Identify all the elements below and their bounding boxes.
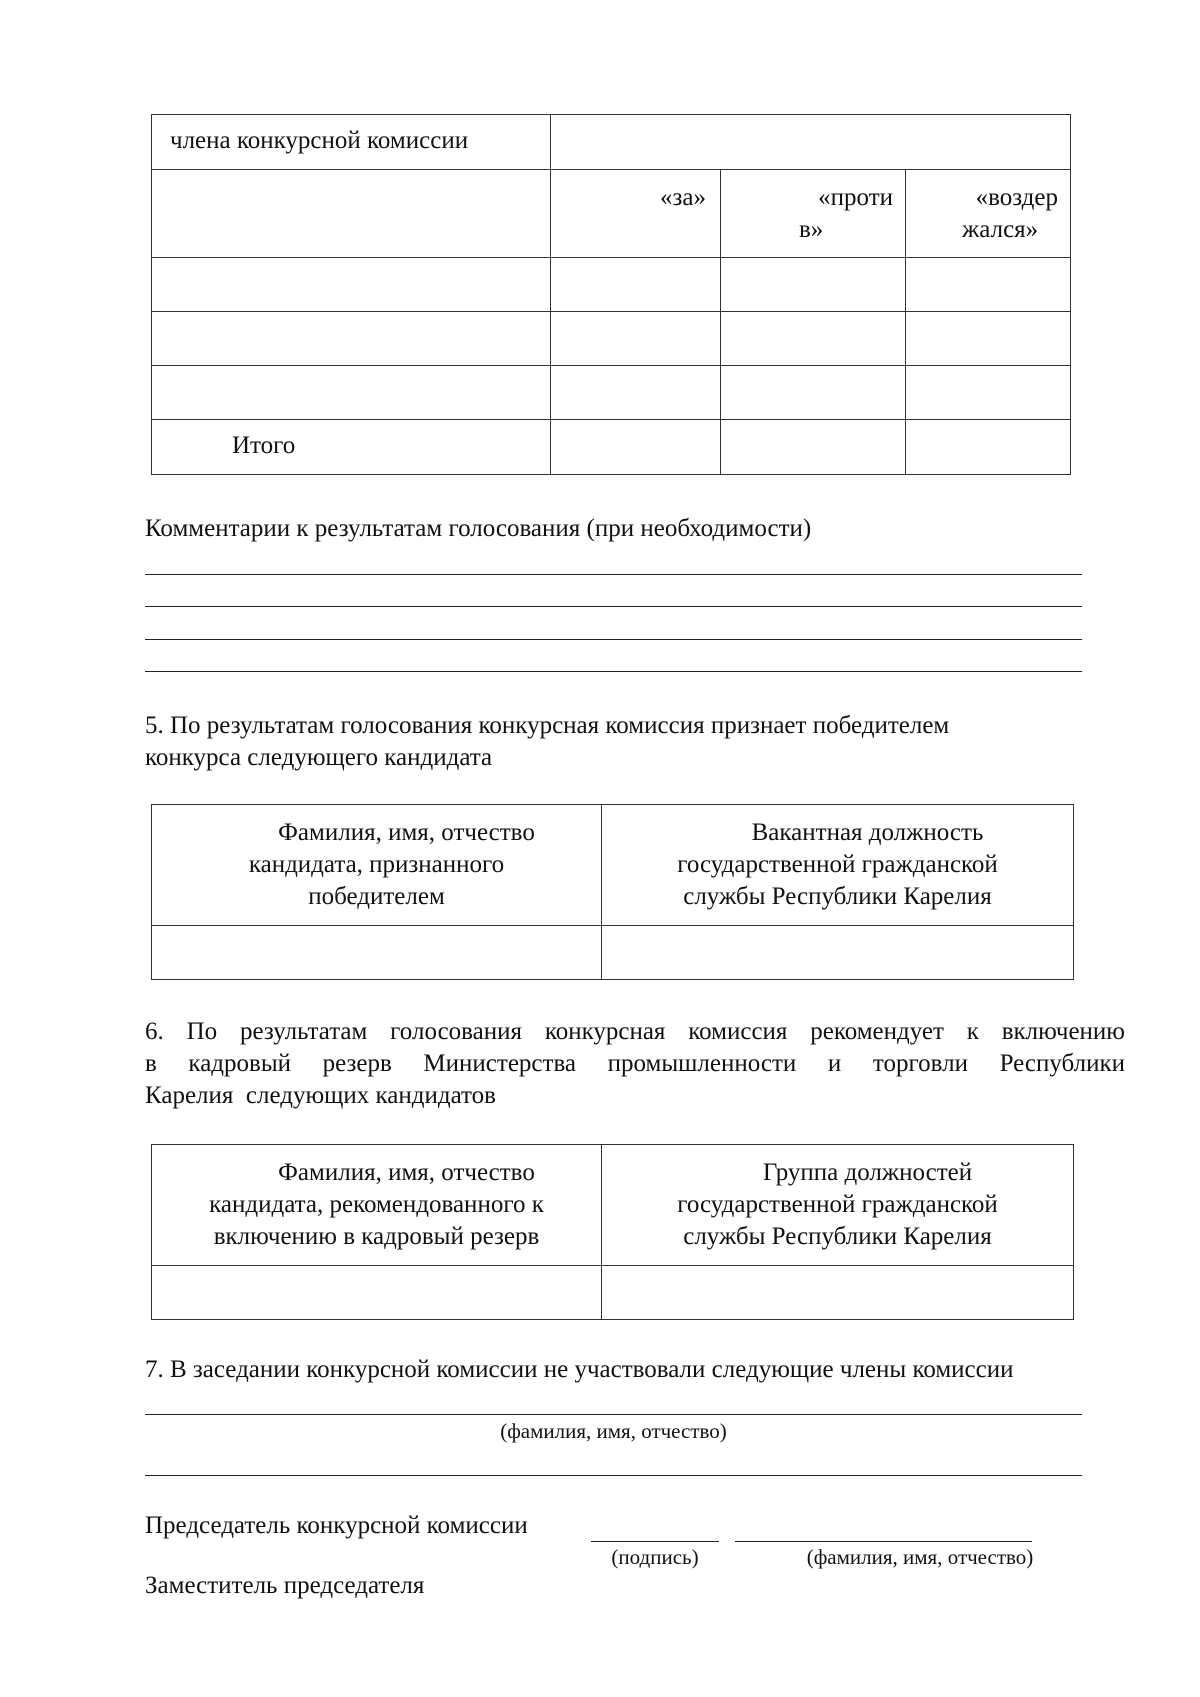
comment-line-2 [145, 606, 1082, 607]
chairman-fio-line [735, 1541, 1032, 1542]
comment-line-1 [145, 574, 1082, 575]
table-row [152, 926, 1074, 980]
col-against-label-1: «проти [818, 184, 893, 211]
section6-line-3: Карелия следующих кандидатов [145, 1082, 496, 1109]
col-for-header [551, 170, 721, 258]
deputy-label: Заместитель председателя [145, 1572, 425, 1599]
header-empty-cell [551, 115, 1071, 170]
winner-position-header-2: государственной гражданской [677, 851, 998, 878]
voting-table [151, 114, 1071, 475]
table-cell [602, 1266, 1074, 1320]
col-against-header [721, 170, 906, 258]
chairman-fio-caption: (фамилия, имя, отчество) [806, 1545, 1034, 1569]
table-cell [152, 926, 602, 980]
section6-line-2: в кадровый резерв Министерства промышленности и торговли Республики [145, 1050, 1125, 1077]
section6-text [145, 1016, 1125, 1112]
col-abstain-header [906, 170, 1071, 258]
table-row [152, 366, 1071, 420]
col-abstain-label-2: жался» [962, 216, 1039, 243]
section5-text [145, 710, 1125, 774]
reserve-group-header-1: Группа должностей [762, 1159, 973, 1186]
chairman-label: Председатель конкурсной комиссии [145, 1512, 528, 1539]
winner-name-header [152, 805, 602, 926]
table-cell [721, 420, 906, 475]
section5-line-1: 5. По результатам голосования конкурсная комиссия признает победителем [145, 712, 950, 739]
reserve-name-header-2: кандидата, рекомендованного к [209, 1191, 544, 1218]
col-for-label: «за» [660, 184, 706, 211]
vote-header-empty-cell [152, 170, 551, 258]
winner-name-header-1: Фамилия, имя, отчество [278, 819, 535, 846]
total-label: Итого [232, 432, 296, 459]
reserve-name-header-1: Фамилия, имя, отчество [278, 1159, 535, 1186]
section5-line-2: конкурса следующего кандидата [145, 744, 493, 771]
winner-name-header-3: победителем [308, 883, 445, 910]
winner-position-header-3: службы Республики Карелия [683, 883, 992, 910]
total-row [152, 420, 1071, 475]
table-cell [551, 420, 721, 475]
col-against-label-2: в» [799, 216, 824, 243]
table-cell [551, 366, 721, 420]
winner-position-header [602, 805, 1074, 926]
table-cell [721, 258, 906, 312]
section7-text: 7. В заседании конкурсной комиссии не участвовали следующие члены комиссии [145, 1356, 1014, 1383]
reserve-group-header [602, 1145, 1074, 1266]
table-row [152, 312, 1071, 366]
table-cell [721, 366, 906, 420]
table-row [152, 1266, 1074, 1320]
table-cell [721, 312, 906, 366]
reserve-table [151, 1144, 1074, 1320]
table-cell [906, 366, 1071, 420]
member-label-cell [152, 115, 551, 170]
winner-position-header-1: Вакантная должность [751, 819, 984, 846]
reserve-group-header-3: службы Республики Карелия [683, 1223, 992, 1250]
absent-members-line-2 [145, 1475, 1082, 1476]
table-cell [906, 258, 1071, 312]
table-cell [551, 258, 721, 312]
table-cell [152, 1266, 602, 1320]
chairman-signature-line [591, 1541, 719, 1542]
table-row [152, 258, 1071, 312]
reserve-name-header [152, 1145, 602, 1266]
comments-label: Комментарии к результатам голосования (при необходимости) [145, 515, 812, 542]
table-cell [152, 366, 551, 420]
col-abstain-label-1: «воздер [975, 184, 1058, 211]
table-cell [906, 312, 1071, 366]
section6-line-1: 6. По результатам голосования конкурсная комиссия рекомендует к включению [145, 1018, 1125, 1045]
absent-members-caption: (фамилия, имя, отчество) [500, 1419, 727, 1443]
table-cell [152, 258, 551, 312]
comment-line-3 [145, 639, 1082, 640]
reserve-group-header-2: государственной гражданской [677, 1191, 998, 1218]
reserve-name-header-3: включению в кадровый резерв [213, 1223, 540, 1250]
table-cell [551, 312, 721, 366]
table-cell [602, 926, 1074, 980]
comment-line-4 [145, 671, 1082, 672]
total-label-cell [152, 420, 551, 475]
member-label: члена конкурсной комиссии [170, 127, 469, 154]
winner-table [151, 804, 1074, 980]
signature-caption: (подпись) [611, 1545, 699, 1569]
absent-members-line-1 [145, 1414, 1082, 1415]
winner-name-header-2: кандидата, признанного [248, 851, 505, 878]
table-cell [906, 420, 1071, 475]
table-cell [152, 312, 551, 366]
